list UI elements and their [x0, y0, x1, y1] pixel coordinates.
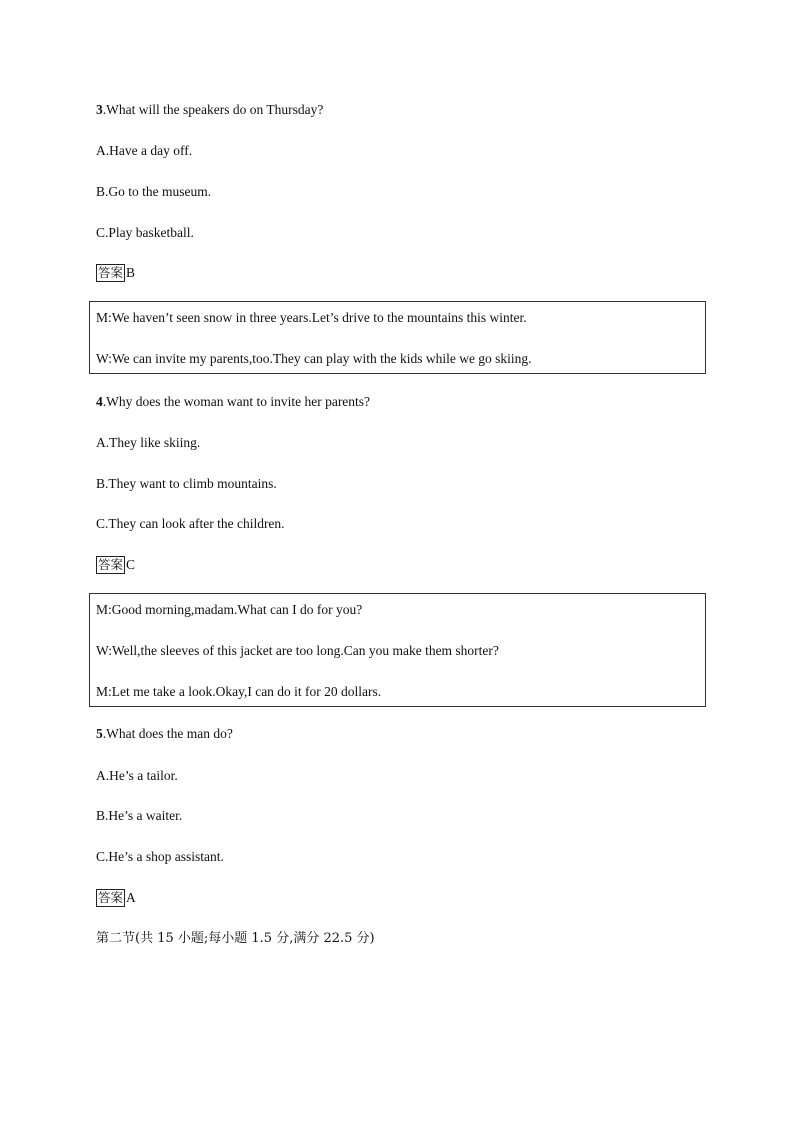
option-b: B.Go to the museum.	[96, 184, 212, 199]
transcript-line: M:We haven’t seen snow in three years.Let’s drive to the mountains this winter.	[96, 310, 527, 325]
answer-value: B	[126, 265, 136, 280]
question-number: 5	[96, 726, 103, 741]
answer-label: 答案	[98, 890, 124, 905]
question-number: 4	[96, 394, 103, 409]
answer-label: 答案	[98, 557, 124, 572]
section-heading: 第二节(共 15 小题;每小题 1.5 分,满分 22.5 分)	[96, 931, 375, 946]
option-c: C.They can look after the children.	[96, 516, 285, 531]
answer-value: A	[126, 890, 136, 905]
answer-label: 答案	[98, 265, 124, 280]
option-a: A.He’s a tailor.	[96, 768, 178, 783]
question-text: .What will the speakers do on Thursday?	[102, 102, 324, 117]
answer-row	[96, 556, 135, 574]
option-c: C.Play basketball.	[96, 225, 194, 240]
question-text: .What does the man do?	[102, 726, 233, 741]
transcript-line: W:Well,the sleeves of this jacket are too long.Can you make them shorter?	[96, 643, 499, 658]
question-5	[96, 725, 233, 743]
transcript-line: W:We can invite my parents,too.They can play with the kids while we go skiing.	[96, 351, 532, 366]
option-a: A.They like skiing.	[96, 435, 201, 450]
option-a: A.Have a day off.	[96, 143, 193, 158]
transcript-box	[89, 301, 706, 374]
question-3	[96, 101, 323, 119]
question-text: .Why does the woman want to invite her parents?	[102, 394, 371, 409]
question-number: 3	[96, 102, 103, 117]
transcript-line: M:Let me take a look.Okay,I can do it for 20 dollars.	[96, 684, 382, 699]
option-b: B.He’s a waiter.	[96, 808, 183, 823]
question-4	[96, 393, 370, 411]
answer-row	[96, 264, 135, 282]
answer-row	[96, 889, 136, 907]
option-c: C.He’s a shop assistant.	[96, 849, 224, 864]
answer-value: C	[126, 557, 136, 572]
option-b: B.They want to climb mountains.	[96, 476, 277, 491]
transcript-line: M:Good morning,madam.What can I do for you?	[96, 602, 363, 617]
transcript-box	[89, 593, 706, 707]
